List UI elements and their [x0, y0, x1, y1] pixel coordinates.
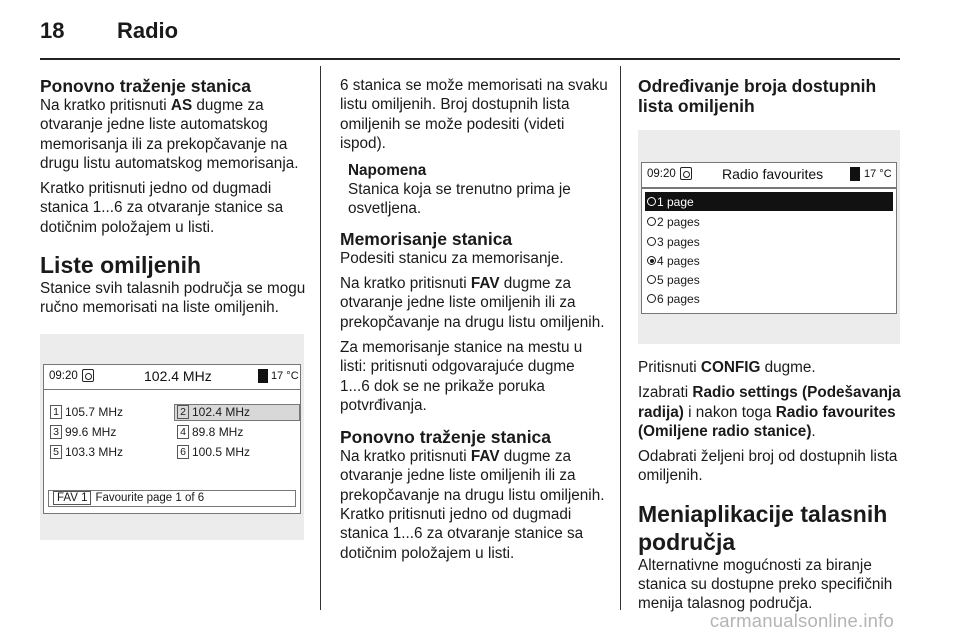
radio-presets-screenshot: [40, 334, 304, 540]
status-bar: [44, 365, 300, 389]
option-5-pages: 5 pages: [645, 270, 893, 289]
preset-2: 2 102.4 MHz: [174, 404, 300, 421]
radio-icon: [647, 197, 656, 206]
column-1: [40, 76, 308, 540]
paragraph: Kratko pritisnuti jedno od dugmadi stanica 1...6 za otvaranje stanice sa dotičnim položajem u listi.: [40, 180, 284, 236]
key-label: CONFIG: [700, 359, 761, 376]
paragraph: Na kratko pritisnuti AS dugme za otvaranje jedne liste automatskog memorisanja ili za prekopčavanje na drugu listu automatskog memorisanja.: [40, 97, 299, 172]
page-title: Radio: [117, 18, 179, 43]
key-label: FAV: [470, 448, 500, 466]
option-1-page: 1 page: [645, 192, 893, 211]
screen-title: Radio favourites: [722, 166, 824, 182]
section-heading: Određivanje broja dostupnih lista omiljenih: [638, 76, 877, 116]
paragraph: Na kratko pritisnuti FAV dugme za otvaranje jedne liste omiljenih ili za prekopčavanje na drugu listu omiljenih.: [340, 275, 605, 331]
fav-key-label: FAV 1: [53, 491, 91, 505]
column-3: [638, 76, 908, 614]
menu-label: Radio favourites (Omiljene radio stanice): [638, 403, 896, 440]
radio-icon: [647, 237, 656, 246]
section-heading: Memorisanje stanica: [340, 228, 513, 249]
radio-icon: [647, 275, 656, 284]
option-2-pages: 2 pages: [645, 212, 893, 231]
section-heading-large: Meniaplikacije talasnih područja: [638, 500, 888, 555]
phone-icon: [258, 369, 268, 383]
note-text: Stanica koja se trenutno prima je osvetljena.: [348, 181, 571, 218]
favourite-page-text: Favourite page 1 of 6: [95, 492, 205, 505]
page-number: 18: [40, 18, 65, 43]
paragraph: Na kratko pritisnuti FAV dugme za otvaranje jedne liste omiljenih ili za prekopčavanje na drugu listu omiljenih. Kratko pritisnuti jedno od dugmadi stanica 1...6 za otvaranje stanice sa dotičnim položajem u listi.: [340, 448, 605, 562]
preset-3: 3 99.6 MHz: [50, 425, 116, 439]
radio-favourites-screenshot: [638, 130, 900, 344]
section-heading: Ponovno traženje stanica: [340, 427, 552, 448]
option-3-pages: 3 pages: [645, 232, 893, 251]
paragraph: Izabrati Radio settings (Podešavanja radija) i nakon toga Radio favourites (Omiljene radio stanice).: [638, 384, 901, 440]
option-6-pages: 6 pages: [645, 289, 893, 308]
temperature: 17 °C: [271, 369, 299, 382]
radio-icon: [647, 294, 656, 303]
status-bar: [642, 163, 896, 187]
preset-5: 5 103.3 MHz: [50, 445, 123, 459]
paragraph: Odabrati željeni broj od dostupnih lista omiljenih.: [638, 448, 898, 485]
paragraph: Alternativne mogućnosti za biranje stanica su dostupne preko specifičnih menija talasnog područja.: [638, 556, 893, 613]
note-title: Napomena: [348, 162, 427, 180]
radio-checked-icon: [647, 256, 656, 265]
paragraph: Za memorisanje stanice na mestu u listi: pritisnuti odgovarajuće dugme 1...6 dok se ne prikaže poruka potvrđivanja.: [340, 338, 583, 414]
preset-6: 6 100.5 MHz: [177, 445, 250, 459]
radio-source-icon: [680, 167, 692, 180]
screen-title: 102.4 MHz: [144, 367, 212, 384]
header-divider: [40, 58, 900, 60]
paragraph: 6 stanica se može memorisati na svaku listu omiljenih. Broj dostupnih lista omiljenih se može podesiti (videti ispod).: [340, 77, 608, 152]
radio-source-icon: [82, 369, 94, 382]
key-label: AS: [170, 97, 193, 114]
section-heading-large: Liste omiljenih: [40, 252, 202, 279]
column-2: [340, 76, 608, 563]
clock: 09:20: [49, 369, 78, 382]
menu-label: Radio settings (Podešavanja radija): [638, 384, 901, 421]
column-divider-1: [320, 66, 321, 610]
paragraph: Stanice svih talasnih područja se mogu ručno memorisati na liste omiljenih.: [40, 280, 306, 317]
favourite-page-bar: [48, 490, 296, 507]
preset-4: 4 89.8 MHz: [177, 425, 243, 439]
preset-1: 1 105.7 MHz: [50, 405, 123, 419]
option-4-pages: 4 pages: [645, 251, 893, 270]
paragraph: Pritisnuti CONFIG dugme.: [638, 359, 816, 376]
temperature: 17 °C: [864, 168, 892, 180]
paragraph: Podesiti stanicu za memorisanje.: [340, 249, 564, 267]
display-screen: [641, 162, 897, 314]
key-label: FAV: [470, 275, 500, 293]
watermark: carmanualsonline.info: [709, 610, 894, 631]
radio-icon: [647, 217, 656, 226]
display-screen: [43, 364, 301, 514]
phone-icon: [850, 167, 860, 181]
section-heading: Ponovno traženje stanica: [40, 76, 252, 96]
column-divider-2: [620, 66, 621, 610]
clock: 09:20: [647, 168, 676, 180]
